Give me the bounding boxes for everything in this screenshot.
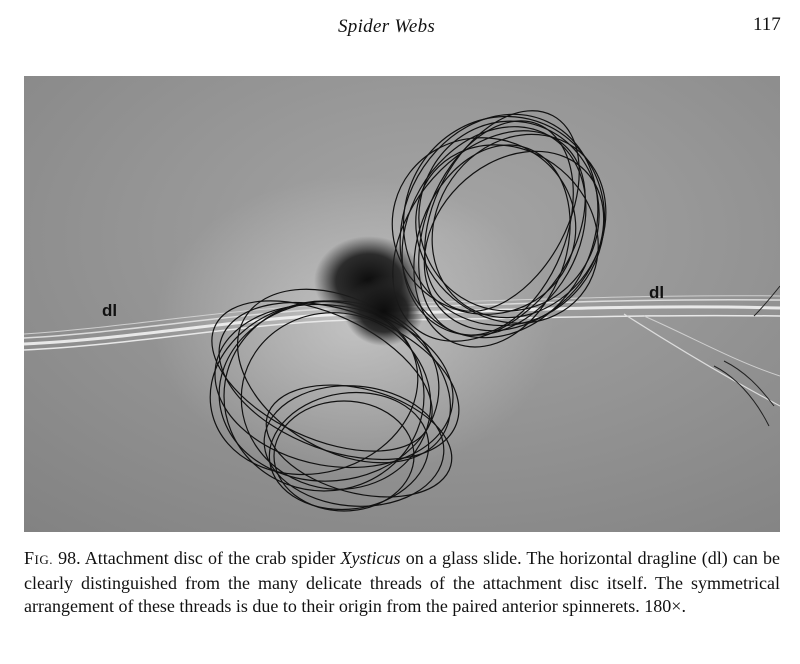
figure-caption (24, 547, 780, 619)
caption-fig-label (24, 548, 81, 568)
central-blot-lower (344, 276, 424, 346)
dragline-label-left: dl (102, 301, 118, 320)
caption-fig-prefix: FIG. (24, 548, 53, 568)
caption-species: Xysticus (340, 548, 401, 568)
caption-text-before: Attachment disc of the crab spider (84, 548, 336, 568)
page-number: 117 (753, 14, 781, 35)
caption-text-after: on a glass slide. The horizontal dragline (dl) can be clearly distinguished from the many delicate threads of the attachment disc itself. The symmetrical arrangement of these threads is due to their origin from the paired anterior spinnerets. 180×. (24, 548, 780, 616)
caption-fig-number: 98. (58, 548, 81, 568)
figure-photograph (24, 76, 780, 532)
running-head (0, 14, 800, 44)
dragline-label-right: dl (649, 283, 665, 302)
running-title: Spider Webs (338, 16, 436, 37)
